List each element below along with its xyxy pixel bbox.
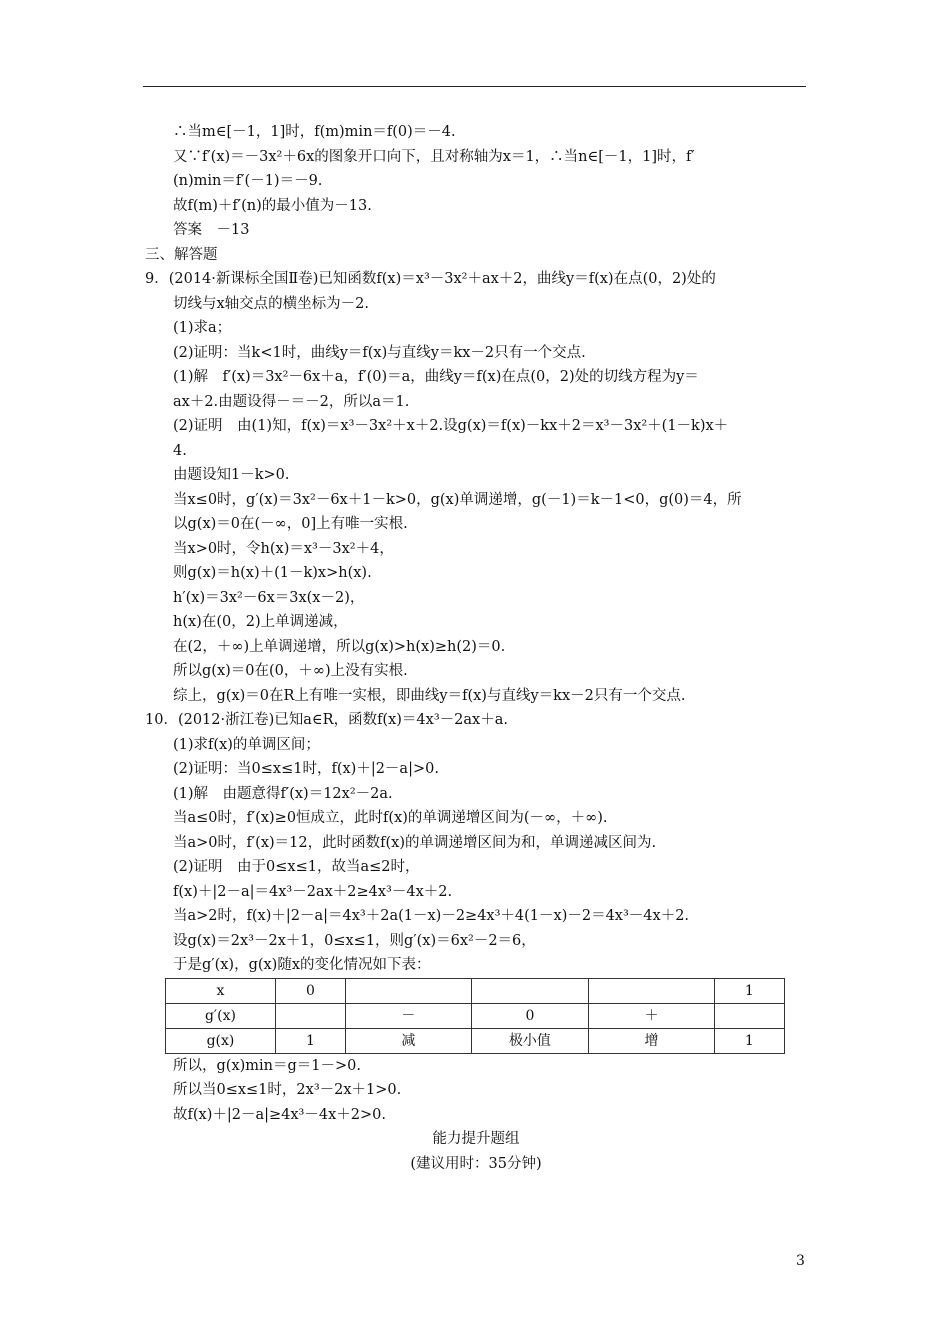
header-rule (143, 86, 806, 87)
table-cell (471, 978, 589, 1003)
text-line: 当a>2时，f(x)＋|2－a|＝4x³＋2a(1－x)－2≥4x³＋4(1－x)－2＝4x³－4x＋2. (173, 908, 690, 924)
table-row (166, 978, 785, 1003)
text-line: (2)证明 由于0≤x≤1，故当a≤2时， (173, 859, 420, 875)
table-cell (714, 1003, 784, 1028)
text-line: f(x)＋|2－a|＝4x³－2ax＋2≥4x³－4x＋2. (173, 883, 453, 900)
footer-subtitle: (建议用时：35分钟) (410, 1155, 542, 1172)
text-line: 当x≤0时，g′(x)＝3x²－6x＋1－k>0，g(x)单调递增，g(－1)＝k－1<0，g(0)＝4，所 (173, 491, 742, 508)
text-line: 故f(x)＋|2－a|≥4x³－4x＋2>0. (173, 1106, 386, 1123)
section-heading: 三、解答题 (145, 246, 218, 263)
table-cell: 0 (471, 1003, 589, 1028)
question-10-title: 10．(2012·浙江卷)已知a∈R，函数f(x)＝4x³－2ax＋a. (145, 712, 508, 728)
text-line: 当x>0时，令h(x)＝x³－3x²＋4， (173, 540, 394, 557)
text-line: (2)证明 由(1)知，f(x)＝x³－3x²＋x＋2.设g(x)＝f(x)－kx＋2＝x³－3x²＋(1－k)x＋ (173, 418, 729, 434)
text-line: ax＋2.由题设得－＝－2，所以a＝1. (173, 393, 410, 410)
table-cell: 1 (275, 1028, 345, 1053)
table-cell: 1 (714, 1028, 784, 1053)
text-line: h′(x)＝3x²－6x＝3x(x－2)， (173, 589, 365, 606)
question-9-title: 9．(2014·新课标全国Ⅱ卷)已知函数f(x)＝x³－3x²＋ax＋2，曲线y＝f(x)在点(0，2)处的 (145, 271, 716, 287)
text-line: 所以g(x)＝0在(0，＋∞)上没有实根. (173, 663, 408, 679)
text-line: (2)证明：当k<1时，曲线y＝f(x)与直线y＝kx－2只有一个交点. (173, 344, 586, 361)
table-cell: ＋ (589, 1003, 715, 1028)
text-line: 由题设知1－k>0. (173, 467, 290, 483)
text-line: 当a>0时，f′(x)＝12，此时函数f(x)的单调递增区间为和，单调递减区间为. (173, 834, 657, 851)
table-cell: － (346, 1003, 472, 1028)
text-line: ∴当m∈[－1，1]时，f(m)min＝f(0)＝－4. (173, 124, 456, 140)
text-line: 以g(x)＝0在(－∞，0]上有唯一实根. (173, 516, 408, 532)
table-row (166, 1003, 785, 1028)
table-cell: 极小值 (471, 1028, 589, 1053)
table-cell: x (166, 978, 276, 1003)
footer-title: 能力提升题组 (432, 1131, 520, 1147)
text-line: (2)证明：当0≤x≤1时，f(x)＋|2－a|>0. (173, 761, 439, 777)
table-cell (346, 978, 472, 1003)
text-line: 4. (173, 442, 187, 459)
text-line: 综上，g(x)＝0在R上有唯一实根，即曲线y＝f(x)与直线y＝kx－2只有一个交点. (173, 687, 686, 704)
table-cell: g′(x) (166, 1003, 276, 1028)
page-number: 3 (796, 1253, 805, 1269)
text-line: h(x)在(0，2)上单调递减， (173, 614, 348, 630)
text-line: 所以当0≤x≤1时，2x³－2x＋1>0. (173, 1082, 402, 1098)
table-cell: 减 (346, 1028, 472, 1053)
text-line: 则g(x)＝h(x)＋(1－k)x>h(x). (173, 565, 372, 581)
variation-table (165, 978, 785, 1054)
text-line: (1)解 f′(x)＝3x²－6x＋a，f′(0)＝a，曲线y＝f(x)在点(0，2)处的切线方程为y＝ (173, 369, 699, 385)
text-line: 故f(m)＋f′(n)的最小值为－13. (173, 197, 372, 214)
table-cell: 0 (275, 978, 345, 1003)
text-line: 又∵f′(x)＝－3x²＋6x的图象开口向下，且对称轴为x＝1，∴当n∈[－1，1]时，f′ (173, 148, 695, 165)
table-cell (275, 1003, 345, 1028)
text-line: (1)解 由题意得f′(x)＝12x²－2a. (173, 785, 393, 802)
table-cell: g(x) (166, 1028, 276, 1053)
text-line: (1)求f(x)的单调区间； (173, 736, 320, 753)
text-line: 设g(x)＝2x³－2x＋1，0≤x≤1，则g′(x)＝6x²－2＝6， (173, 932, 536, 949)
text-line: 于是g′(x)，g(x)随x的变化情况如下表： (173, 957, 431, 973)
text-line: 当a≤0时，f′(x)≥0恒成立，此时f(x)的单调递增区间为(－∞，＋∞). (173, 810, 608, 826)
table-cell: 1 (714, 978, 784, 1003)
text-line: 所以，g(x)min＝g＝1－>0. (173, 1057, 361, 1074)
text-line: 切线与x轴交点的横坐标为－2. (173, 295, 370, 312)
text-line: 在(2，＋∞)上单调递增，所以g(x)>h(x)≥h(2)＝0. (173, 638, 506, 655)
table-cell (589, 978, 715, 1003)
answer-line: 答案 －13 (173, 222, 250, 238)
text-line: (1)求a； (173, 320, 232, 336)
table-row (166, 1028, 785, 1053)
document-body (145, 120, 807, 1176)
text-line: (n)min＝f′(－1)＝－9. (173, 173, 323, 189)
table-cell: 增 (589, 1028, 715, 1053)
